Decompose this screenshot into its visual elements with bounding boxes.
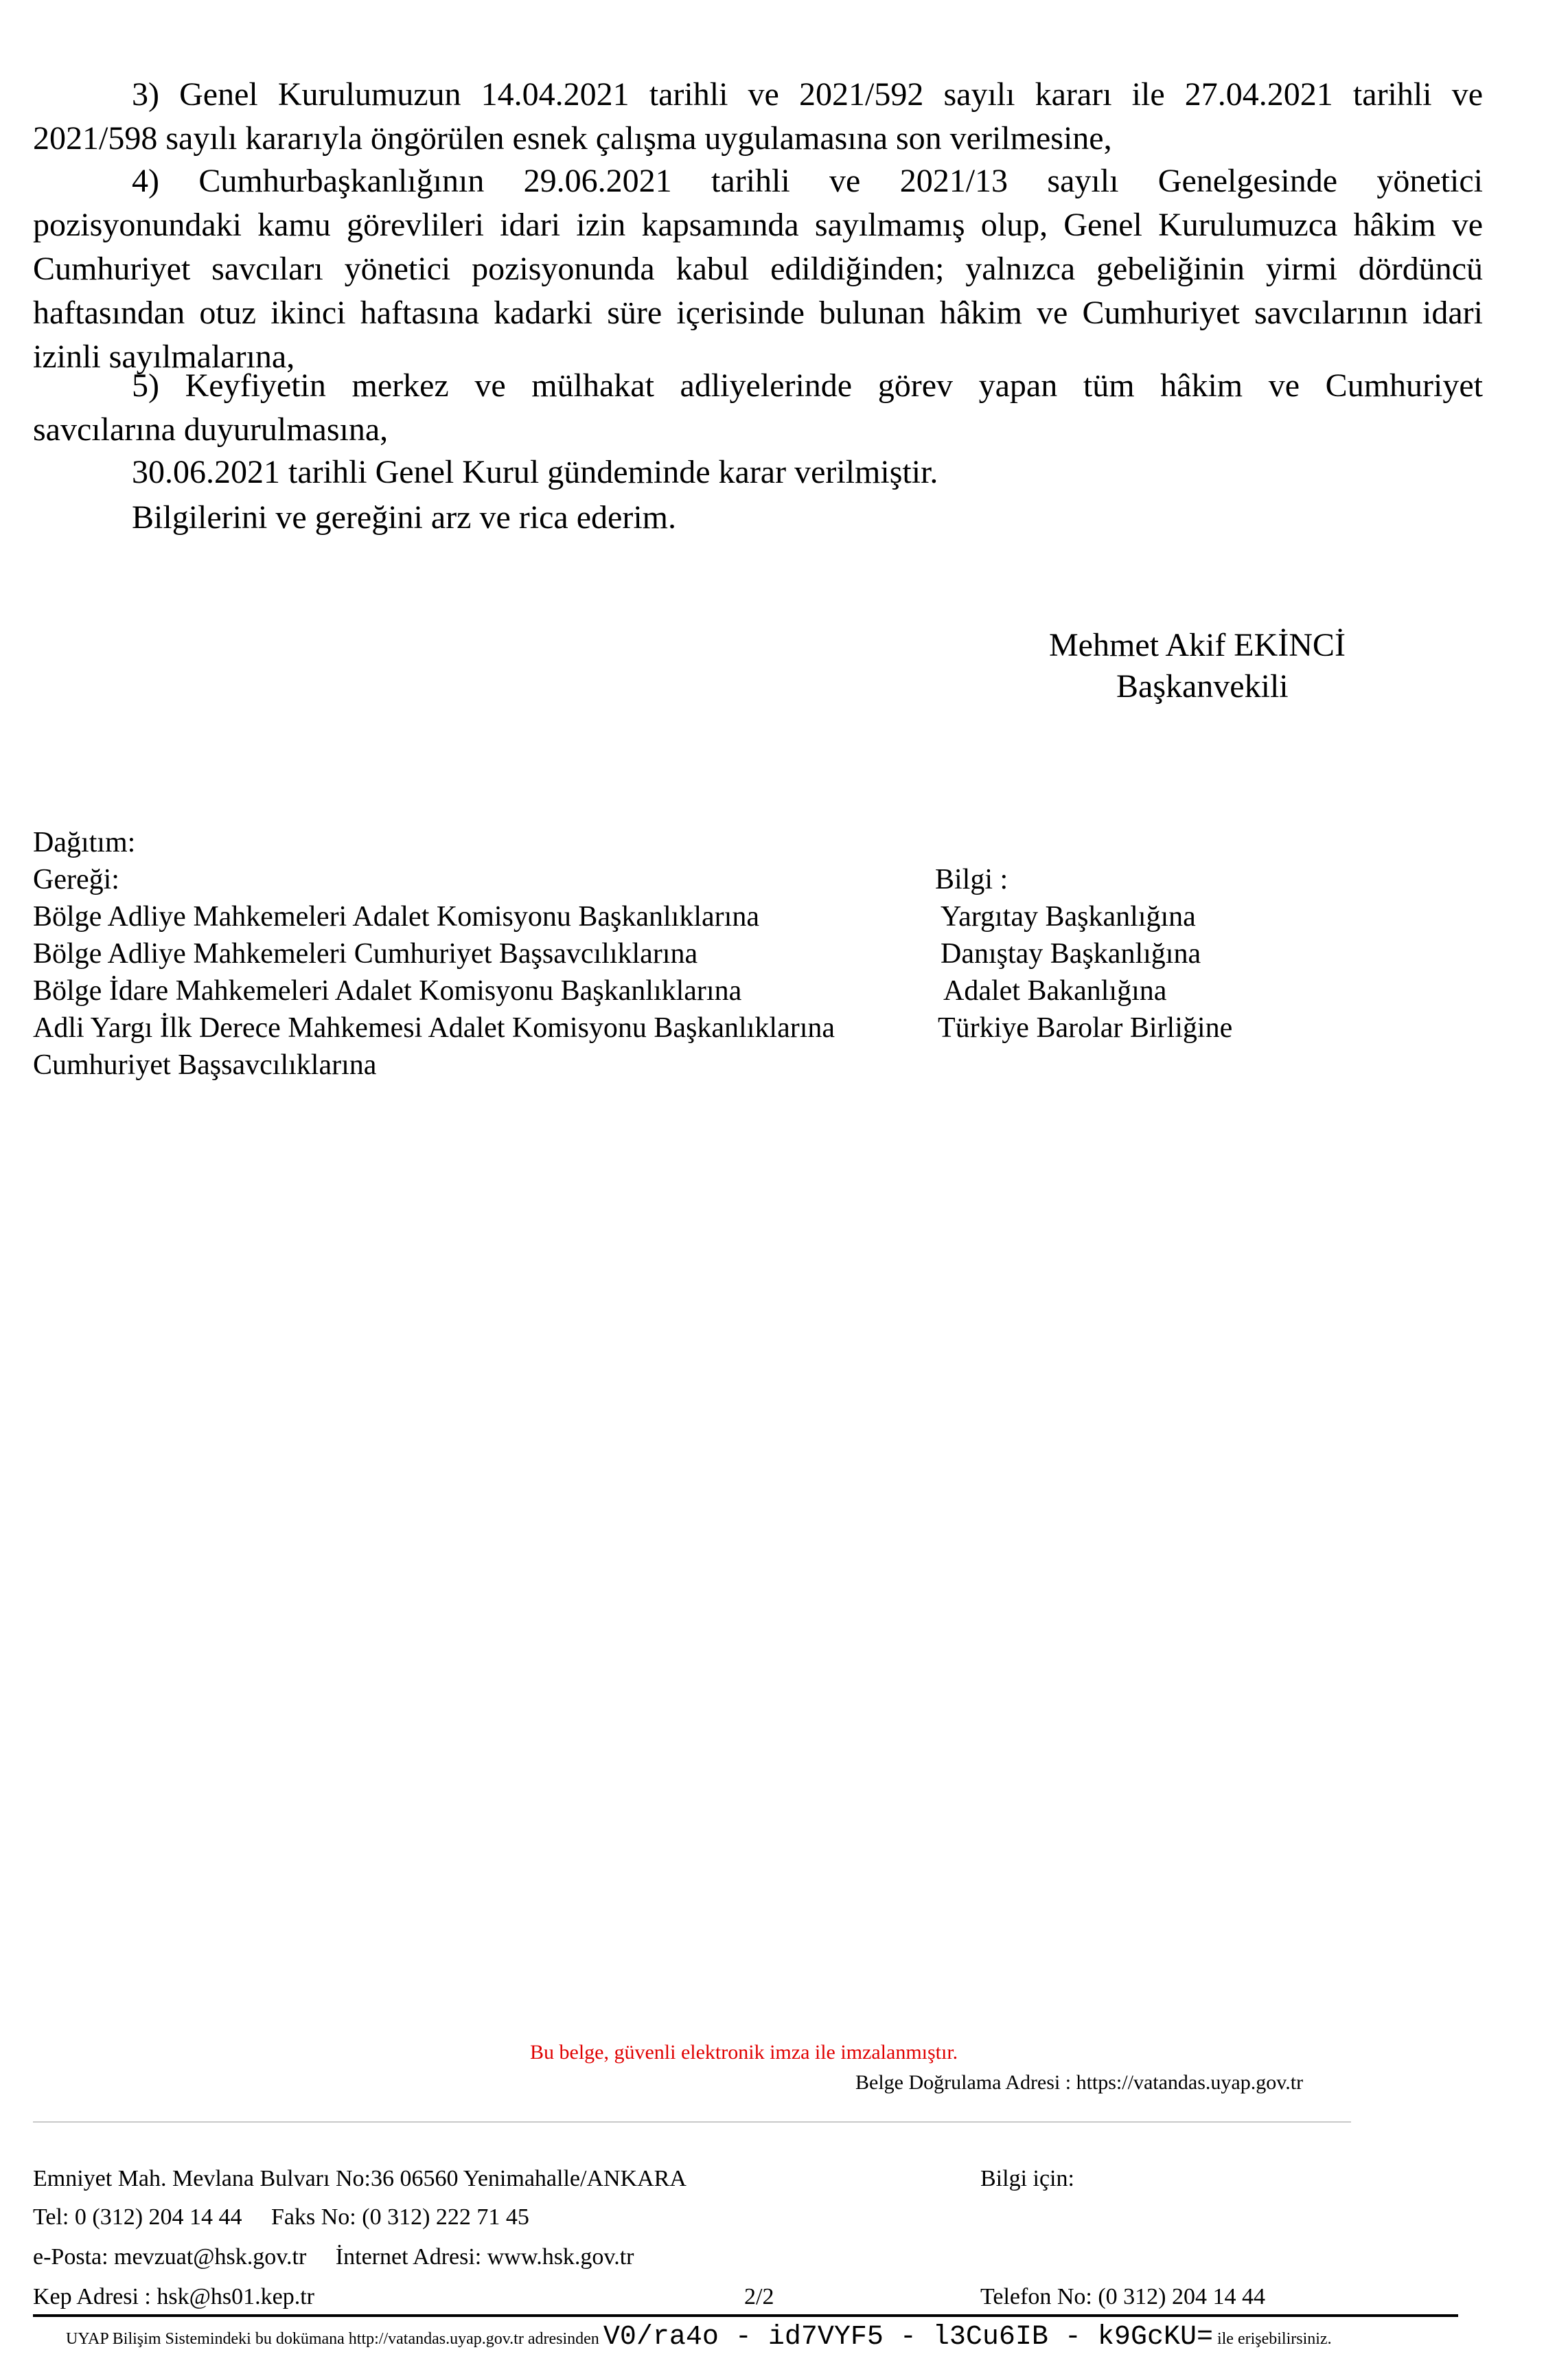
uyap-line [66,2322,1332,2354]
paragraph-item-5 [33,364,1483,452]
gereği-label: Gereği: [33,864,119,895]
bilgi-item: Yargıtay Başkanlığına [941,901,1196,933]
distribution-label: Dağıtım: [33,827,136,858]
gereği-item: Bölge Adliye Mahkemeleri Adalet Komisyonu Başkanlıklarına [33,901,759,933]
footer-rule [33,2314,1458,2317]
paragraph-line: 3) Genel Kurulumuzun 14.04.2021 tarihli ve 2021/592 sayılı kararı ile 27.04.2021 tarihli ve [132,76,1483,113]
closing-line: Bilgilerini ve gereğini arz ve rica ederim. [132,499,676,536]
paragraph-line: savcılarına duyurulmasına, [33,411,389,448]
footer-kep: Kep Adresi : hsk@hs01.kep.tr [33,2284,314,2309]
gereği-item: Bölge Adliye Mahkemeleri Cumhuriyet Başsavcılıklarına [33,938,698,970]
paragraph-item-4 [33,159,1483,379]
gereği-item: Cumhuriyet Başsavcılıklarına [33,1049,377,1081]
divider [33,2121,1351,2123]
paragraph-line: pozisyonundaki kamu görevlileri idari izin kapsamında sayılmamış olup, Genel Kurulumuzca hâkim ve [33,207,1483,243]
paragraph-line: haftasından otuz ikinci haftasına kadarki süre içerisinde bulunan hâkim ve Cumhuriyet savcılarının idari [33,295,1483,331]
bilgi-item: Adalet Bakanlığına [943,975,1167,1007]
signature-name: Mehmet Akif EKİNCİ [1049,627,1346,663]
uyap-prefix: UYAP Bilişim Sistemindeki bu dokümana http://vatandas.uyap.gov.tr adresinden [66,2330,599,2348]
footer-phone: Telefon No: (0 312) 204 14 44 [980,2284,1265,2309]
footer-tel-fax: Tel: 0 (312) 204 14 44 Faks No: (0 312) 222 71 45 [33,2204,529,2230]
paragraph-line: izinli sayılmalarına, [33,339,295,375]
signature-title: Başkanvekili [1116,668,1289,705]
gereği-item: Adli Yargı İlk Derece Mahkemesi Adalet Komisyonu Başkanlıklarına [33,1012,835,1044]
uyap-code: V0/ra4o - id7VYF5 - l3Cu6IB - k9GcKU= [603,2322,1213,2353]
footer-address: Emniyet Mah. Mevlana Bulvarı No:36 06560 Yenimahalle/ANKARA [33,2166,687,2191]
verification-address: Belge Doğrulama Adresi : https://vatandas.uyap.gov.tr [855,2071,1304,2094]
bilgi-item: Danıştay Başkanlığına [941,938,1201,970]
footer-page-number: 2/2 [744,2284,774,2309]
gereği-item: Bölge İdare Mahkemeleri Adalet Komisyonu Başkanlıklarına [33,975,742,1007]
paragraph-line: 5) Keyfiyetin merkez ve mülhakat adliyelerinde görev yapan tüm hâkim ve Cumhuriyet [132,367,1483,404]
footer-email-web: e-Posta: mevzuat@hsk.gov.tr İnternet Adresi: www.hsk.gov.tr [33,2244,634,2270]
e-signature-notice: Bu belge, güvenli elektronik imza ile imzalanmıştır. [530,2041,958,2064]
paragraph-item-3 [33,73,1483,161]
bilgi-item: Türkiye Barolar Birliğine [938,1012,1233,1044]
bilgi-label: Bilgi : [935,864,1008,895]
footer-info-label: Bilgi için: [980,2166,1074,2191]
decision-line: 30.06.2021 tarihli Genel Kurul gündeminde karar verilmiştir. [132,454,938,490]
uyap-suffix: ile erişebilirsiniz. [1217,2330,1332,2348]
paragraph-line: Cumhuriyet savcıları yönetici pozisyonunda kabul edildiğinden; yalnızca gebeliğinin yirmi dördüncü [33,251,1483,287]
paragraph-line: 2021/598 sayılı kararıyla öngörülen esnek çalışma uygulamasına son verilmesine, [33,120,1112,157]
paragraph-line: 4) Cumhurbaşkanlığının 29.06.2021 tarihli ve 2021/13 sayılı Genelgesinde yönetici [132,163,1483,199]
